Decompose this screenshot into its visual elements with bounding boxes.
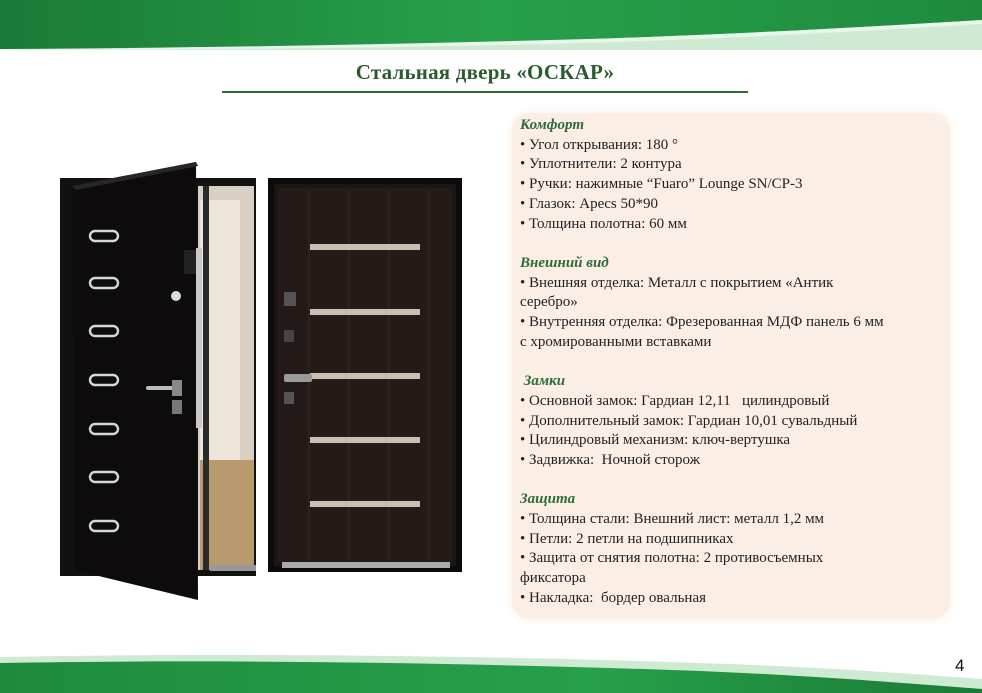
spec-item: • Защита от снятия полотна: 2 противосъемных bbox=[520, 550, 824, 567]
open-door-image bbox=[60, 160, 260, 605]
spec-item: фиксатора bbox=[520, 570, 586, 587]
spec-item: • Глазок: Apecs 50*90 bbox=[520, 195, 658, 212]
spec-item: • Внешняя отделка: Металл с покрытием «Антик bbox=[520, 274, 834, 291]
spec-item: • Основной замок: Гардиан 12,11 цилиндровый bbox=[520, 392, 830, 409]
spec-item: серебро» bbox=[520, 294, 578, 311]
closed-door-image bbox=[268, 178, 464, 574]
section-heading-appearance: Внешний вид bbox=[520, 254, 609, 271]
spec-item: с хромированными вставками bbox=[520, 333, 712, 350]
section-spacer bbox=[520, 471, 948, 491]
spec-item: • Толщина стали: Внешний лист: металл 1,2 мм bbox=[520, 511, 825, 528]
header-band bbox=[0, 0, 982, 50]
page-title: Стальная дверь «ОСКАР» bbox=[355, 60, 615, 84]
section-heading-comfort: Комфорт bbox=[520, 117, 585, 133]
spec-item: • Толщина полотна: 60 мм bbox=[520, 215, 687, 232]
section-spacer bbox=[520, 352, 948, 372]
section-spacer bbox=[520, 234, 948, 254]
spec-item: • Уплотнители: 2 контура bbox=[520, 156, 682, 173]
specs-list bbox=[520, 116, 948, 609]
spec-item: • Ручки: нажимные “Fuaro” Lounge SN/CP-3 bbox=[520, 176, 803, 193]
title-underline bbox=[222, 91, 748, 93]
spec-item: • Внутренняя отделка: Фрезерованная МДФ панель 6 мм bbox=[520, 314, 884, 331]
spec-item: • Угол открывания: 180 ° bbox=[520, 136, 679, 153]
section-heading-locks: Замки bbox=[520, 373, 566, 390]
page-number: 4 bbox=[955, 656, 965, 675]
spec-item: • Накладка: бордер овальная bbox=[520, 589, 706, 606]
spec-item: • Дополнительный замок: Гардиан 10,01 сувальдный bbox=[520, 412, 858, 429]
footer-band bbox=[0, 653, 982, 693]
section-heading-protection: Защита bbox=[520, 491, 576, 508]
spec-item: • Задвижка: Ночной сторож bbox=[520, 451, 700, 468]
spec-item: • Цилиндровый механизм: ключ-вертушка bbox=[520, 432, 791, 449]
spec-item: • Петли: 2 петли на подшипниках bbox=[520, 530, 734, 547]
